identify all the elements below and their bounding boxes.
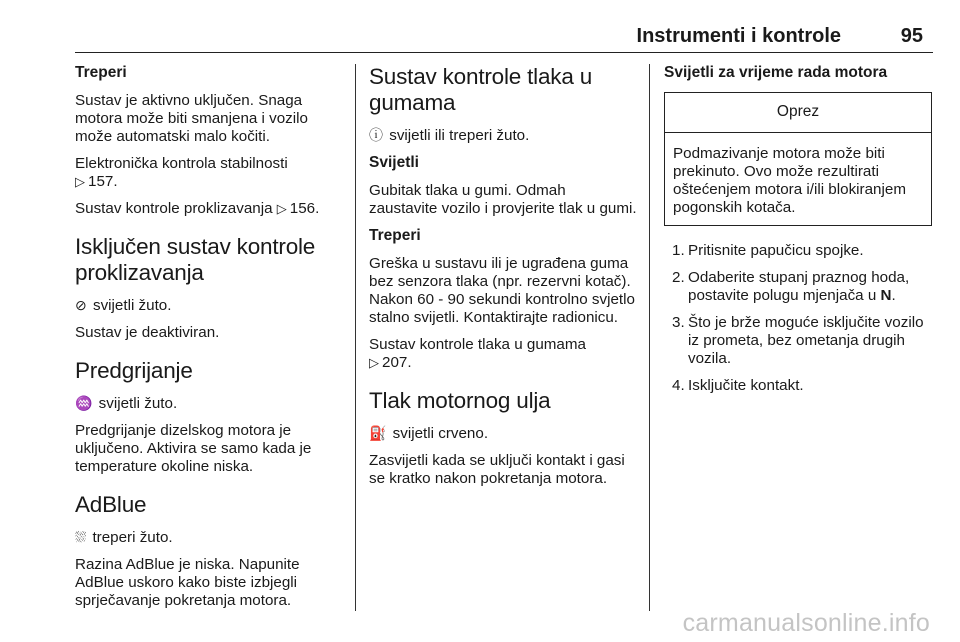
page-reference-icon: ▷ xyxy=(369,355,379,370)
section-heading-tire-pressure: Sustav kontrole tlaka u gumama xyxy=(369,64,593,115)
column-2 xyxy=(369,64,637,497)
paragraph-text: svijetli crveno. xyxy=(392,425,489,442)
steps-list xyxy=(664,242,932,395)
section-heading-running: Svijetli za vrijeme rada motora xyxy=(664,64,888,81)
section-heading-adblue: AdBlue xyxy=(75,492,147,517)
paragraph xyxy=(75,296,345,315)
paragraph-text: treperi žuto. xyxy=(92,529,173,546)
paragraph-text: svijetli ili treperi žuto. xyxy=(389,127,530,144)
paragraph: Zasvijetli kada se uključi kontakt i gasi se kratko nakon pokretanja motora. xyxy=(369,452,625,487)
paragraph xyxy=(369,126,637,145)
gear-n: N xyxy=(880,287,892,304)
section-heading-treperi: Treperi xyxy=(75,64,127,81)
adblue-icon: ⛆ xyxy=(75,529,87,545)
step-text: Isključite kontakt. xyxy=(688,377,804,394)
paragraph xyxy=(369,424,637,443)
paragraph: Gubitak tlaka u gumi. Odmah zaustavite vozilo i provjerite tlak u gumi. xyxy=(369,182,637,217)
list-item xyxy=(664,377,932,395)
step-number: 2. xyxy=(672,269,685,286)
paragraph-text: Elektronička kontrola stabilnosti xyxy=(75,155,288,172)
paragraph-text: Sustav kontrole proklizavanja xyxy=(75,200,273,217)
page-title: Instrumenti i kontrole xyxy=(636,25,841,47)
step-number: 3. xyxy=(672,314,685,331)
list-item: 2. Odaberite stupanj praznog hoda, postavite polugu mjenjača u N. xyxy=(672,269,910,304)
oil-can-icon: ⛽ xyxy=(369,425,387,441)
tire-pressure-icon: ⓘ xyxy=(369,127,383,143)
page-reference-icon: ▷ xyxy=(75,174,85,189)
page-reference[interactable]: 157. xyxy=(88,173,118,190)
page-header xyxy=(75,0,933,53)
paragraph-text: svijetli žuto. xyxy=(98,395,178,412)
paragraph: Predgrijanje dizelskog motora je uključeno. Aktivira se samo kada je temperature okoline niska. xyxy=(75,422,312,475)
list-item xyxy=(664,314,932,368)
caution-box xyxy=(664,92,932,226)
step-number: 4. xyxy=(672,377,685,394)
caution-title: Oprez xyxy=(665,93,931,133)
caution-text: Podmazivanje motora može biti prekinuto. Ovo može rezultirati oštećenjem motora i/ili blokiranjem pogonskih kotača. xyxy=(673,145,906,216)
section-heading-oil-pressure: Tlak motornog ulja xyxy=(369,388,551,413)
paragraph xyxy=(75,394,345,413)
paragraph xyxy=(75,200,345,218)
paragraph: Sustav je aktivno uključen. Snaga motora može biti smanjena i vozilo može automatski malo kočiti. xyxy=(75,92,308,145)
step-number: 1. xyxy=(672,242,685,259)
column-3 xyxy=(664,64,932,404)
section-heading-svijetli: Svijetli xyxy=(369,154,419,171)
step-text: Pritisnite papučicu spojke. xyxy=(688,242,864,259)
paragraph: Sustav je deaktiviran. xyxy=(75,324,220,341)
column-divider-2 xyxy=(649,64,650,611)
paragraph xyxy=(75,528,345,547)
paragraph xyxy=(369,336,637,372)
column-divider-1 xyxy=(355,64,356,611)
section-heading-treperi: Treperi xyxy=(369,227,421,244)
paragraph-text: Sustav kontrole tlaka u gumama xyxy=(369,336,586,353)
list-item xyxy=(664,242,932,260)
preheat-icon: ♒ xyxy=(75,395,93,411)
step-text: Što je brže moguće isključite vozilo iz prometa, bez ometanja drugih vozila. xyxy=(688,314,924,367)
watermark: carmanualsonline.info xyxy=(682,609,930,637)
paragraph: Greška u sustavu ili je ugrađena guma bez senzora tlaka (npr. rezervni kotač). Nakon 60 - 90 sekundi kontrolno svjetlo stalno svijetli. Kontaktirajte radionicu. xyxy=(369,255,635,326)
traction-off-icon: ⊘ xyxy=(75,297,87,313)
column-1 xyxy=(75,64,345,619)
paragraph xyxy=(75,155,345,191)
paragraph-text: svijetli žuto. xyxy=(92,297,172,314)
page-number: 95 xyxy=(900,25,923,47)
step-text: Odaberite stupanj praznog hoda, postavite polugu mjenjača u xyxy=(688,269,910,304)
page-reference-icon: ▷ xyxy=(276,201,287,216)
paragraph: Razina AdBlue je niska. Napunite AdBlue uskoro kako biste izbjegli sprječavanje pokretanja motora. xyxy=(75,556,300,609)
section-heading-preheat: Predgrijanje xyxy=(75,358,193,383)
section-heading-traction-control: Isključen sustav kontrole proklizavanja xyxy=(75,234,316,285)
page-reference[interactable]: 156. xyxy=(289,200,320,217)
page-reference[interactable]: 207. xyxy=(382,354,412,371)
